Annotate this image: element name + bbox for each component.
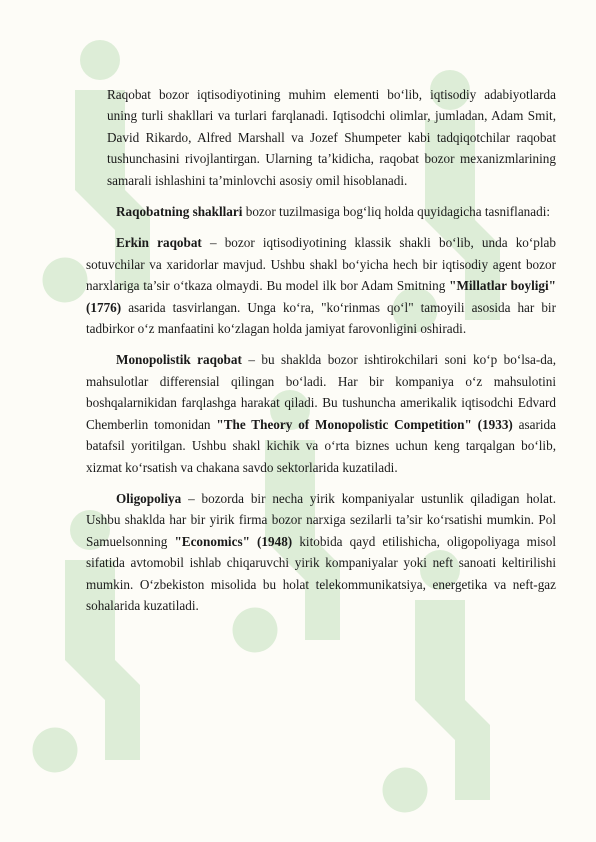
forms-text: bozor tuzilmasiga bog‘liq holda quyidagicha tasniflanadi: xyxy=(242,204,551,220)
monopolistic-text: – bu shaklda bozor ishtirokchilari soni ko‘p bo‘lsa-da, mahsulotlar differensial qilingan bo‘ladi. Har bir kompaniya o‘z mahsulotini boshqalarnikidan farqlashga harakat qiladi. Bu tushuncha amerikalik iqtisodchi Edvard Chemberlin tomonidan xyxy=(86,352,556,432)
term-monopolistik: Monopolistik raqobat xyxy=(116,352,242,368)
book-title-wealth: "Millatlar boyligi" (1776) xyxy=(86,278,556,315)
oligopoly-text-2: kitobida qayd etilishicha, oligopoliyaga misol sifatida avtomobil ishlab chiqaruvchi yirik kompaniyalar yoki neft sanoati keltirilishi mumkin. O‘zbekiston misolida bu holat telekommunikatsiya, energetika va neft-gaz sohalarida kuzatiladi. xyxy=(86,533,556,613)
free-competition-paragraph xyxy=(86,232,556,339)
intro-paragraph: Raqobat bozor iqtisodiyotining muhim elementi bo‘lib, iqtisodiy adabiyotlarda uning turli shakllari va turlari farqlanadi. Iqtisodchi olimlar, jumladan, Adam Smit, David Rikardo, Alfred Marshall va Jozef Shumpeter kabi tadqiqotchilar raqobat tushunchasini rivojlantirgan. Ularning ta’kidicha, raqobat bozor mexanizmlarining samarali ishlashini ta’minlovchi asosiy omil hisoblanadi. xyxy=(107,87,556,188)
monopolistic-paragraph xyxy=(86,349,556,477)
book-title-chamberlin: "The Theory of Monopolistic Competition" (1933) xyxy=(216,416,513,432)
term-shakllar: Raqobatning shakllari xyxy=(116,204,243,220)
monopolistic-text-2: asarida batafsil yoritilgan. Ushbu shakl kichik va o‘rta biznes uchun keng tarqalgan bo‘lib, xizmat ko‘rsatish va chakana savdo sektorlarida kuzatiladi. xyxy=(86,416,557,475)
term-erkin: Erkin raqobat xyxy=(116,235,202,251)
document-body xyxy=(86,84,556,626)
term-oligopoliya: Oligopoliya xyxy=(116,490,182,506)
book-title-economics: "Economics" (1948) xyxy=(174,533,293,549)
free-competition-text: – bozor iqtisodiyotining klassik shakli bo‘lib, unda ko‘plab sotuvchilar va xaridorlar mavjud. Ushbu shakl bo‘yicha hech bir iqtisodiy agent bozor narxlariga ta’sir o‘tkaza olmaydi. Bu model ilk bor Adam Smitning xyxy=(86,235,556,294)
oligopoly-text: – bozorda bir necha yirik kompaniyalar ustunlik qiladigan holat. Ushbu shaklda har bir yirik firma bozor narxiga sezilarli ta’sir ko‘rsatishi mumkin. Pol Samuelsonning xyxy=(86,490,556,549)
free-competition-text-2: asarida tasvirlangan. Unga ko‘ra, "ko‘rinmas qo‘l" tamoyili asosida har bir tadbirkor o‘z manfaatini ko‘zlagan holda jamiyat farovonligini oshiradi. xyxy=(86,299,556,337)
forms-paragraph xyxy=(86,201,556,222)
oligopoly-paragraph xyxy=(86,488,556,616)
